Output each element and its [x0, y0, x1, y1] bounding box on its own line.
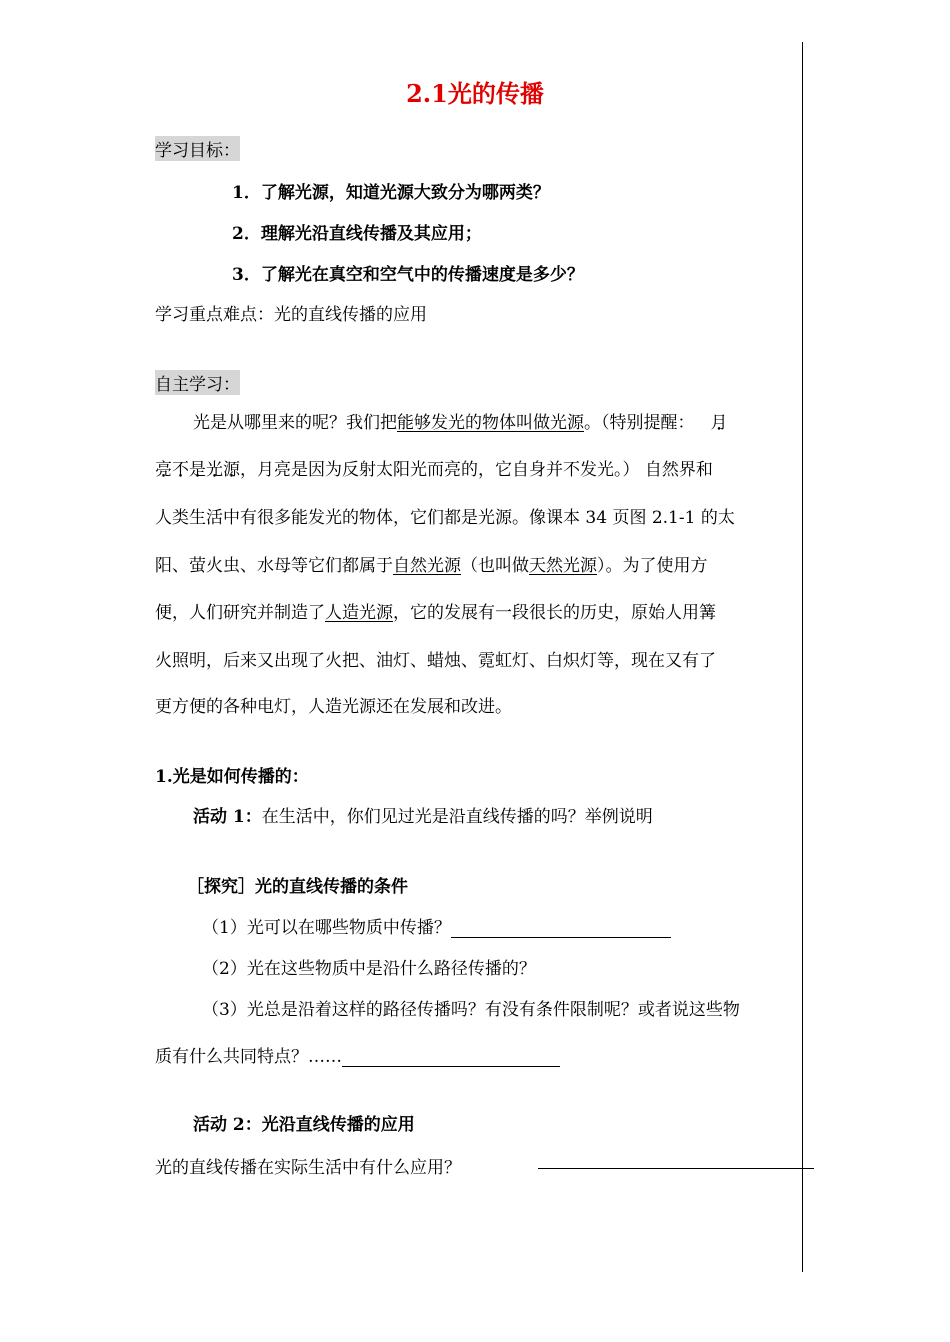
answer-blank[interactable]: [342, 1052, 560, 1067]
emphasis-char: 是: [189, 460, 206, 480]
emphasis-char: 不: [172, 460, 189, 480]
emphasis-char: 光: [206, 460, 223, 480]
self-study-label: 自主学习：: [155, 370, 240, 395]
intro-text: ，月亮是因为反射太阳光而亮的，它自身并不发光。） 自然界和: [240, 460, 713, 480]
natural-light-source-alt: 天然光源: [529, 556, 597, 576]
question-1-text: （1）光可以在哪些物质中传播？: [202, 918, 451, 938]
emphasis-char: 亮: [155, 460, 172, 480]
intro-text: 阳、萤火虫、水母等它们都属于: [155, 556, 393, 576]
goal-item-2: 2．理解光沿直线传播及其应用；: [232, 224, 482, 244]
intro-text: 便，人们研究并制造了: [155, 603, 325, 623]
activity-1-label: 活动 1：: [193, 807, 262, 827]
intro-line-2: [155, 455, 713, 480]
activity-1-text: 在生活中，你们见过光是沿直线传播的吗？举例说明: [261, 807, 653, 827]
answer-blank[interactable]: [538, 1168, 814, 1169]
intro-line-6: 火照明，后来又出现了火把、油灯、蜡烛、霓虹灯、白炽灯等，现在又有了: [155, 651, 716, 671]
intro-text: 。（特别提醒：: [584, 413, 695, 433]
goal-item-3: 3．了解光在真空和空气中的传播速度是多少？: [232, 265, 584, 285]
emphasis-char: 月: [710, 413, 728, 433]
answer-blank[interactable]: [451, 923, 671, 938]
page-title: 2.1光的传播: [406, 79, 544, 108]
activity-2-question: 光的直线传播在实际生活中有什么应用？: [155, 1158, 461, 1178]
section-heading: 1.光是如何传播的：: [155, 767, 309, 787]
question-3-line-1: （3）光总是沿着这样的路径传播吗？有没有条件限制呢？或者说这些物: [202, 1000, 740, 1020]
explore-heading: ［探究］光的直线传播的条件: [187, 877, 408, 897]
intro-line-4: [155, 551, 708, 576]
intro-line-7: 更方便的各种电灯，人造光源还在发展和改进。: [155, 697, 512, 717]
intro-line-3: 人类生活中有很多能发光的物体，它们都是光源。像课本 34 页图 2.1-1 的太: [155, 508, 735, 528]
intro-line-1: [193, 408, 728, 433]
natural-light-source: 自然光源: [393, 556, 461, 576]
key-points: 学习重点难点：光的直线传播的应用: [155, 305, 427, 325]
question-3-text: 质有什么共同特点？……: [155, 1047, 342, 1067]
intro-text: ）。为了使用方: [597, 556, 708, 576]
intro-line-5: [155, 598, 716, 623]
intro-text: （也叫做: [461, 556, 529, 576]
margin-line: [802, 42, 803, 1272]
intro-text: 光是从哪里来的呢？我们把: [193, 413, 397, 433]
light-source-definition: 能够发光的物体叫做光源: [397, 413, 584, 433]
goal-item-1: 1．了解光源，知道光源大致分为哪两类？: [232, 183, 550, 203]
artificial-light-source: 人造光源: [325, 603, 393, 623]
activity-1: [193, 802, 653, 827]
question-3-line-2: [155, 1042, 560, 1067]
activity-2: 活动 2：光沿直线传播的应用: [193, 1115, 415, 1135]
question-2: （2）光在这些物质中是沿什么路径传播的？: [202, 959, 536, 979]
emphasis-char: 源: [223, 460, 240, 480]
goals-label: 学习目标：: [155, 136, 240, 161]
question-1: [202, 913, 671, 938]
intro-text: ，它的发展有一段很长的历史，原始人用篝: [393, 603, 716, 623]
